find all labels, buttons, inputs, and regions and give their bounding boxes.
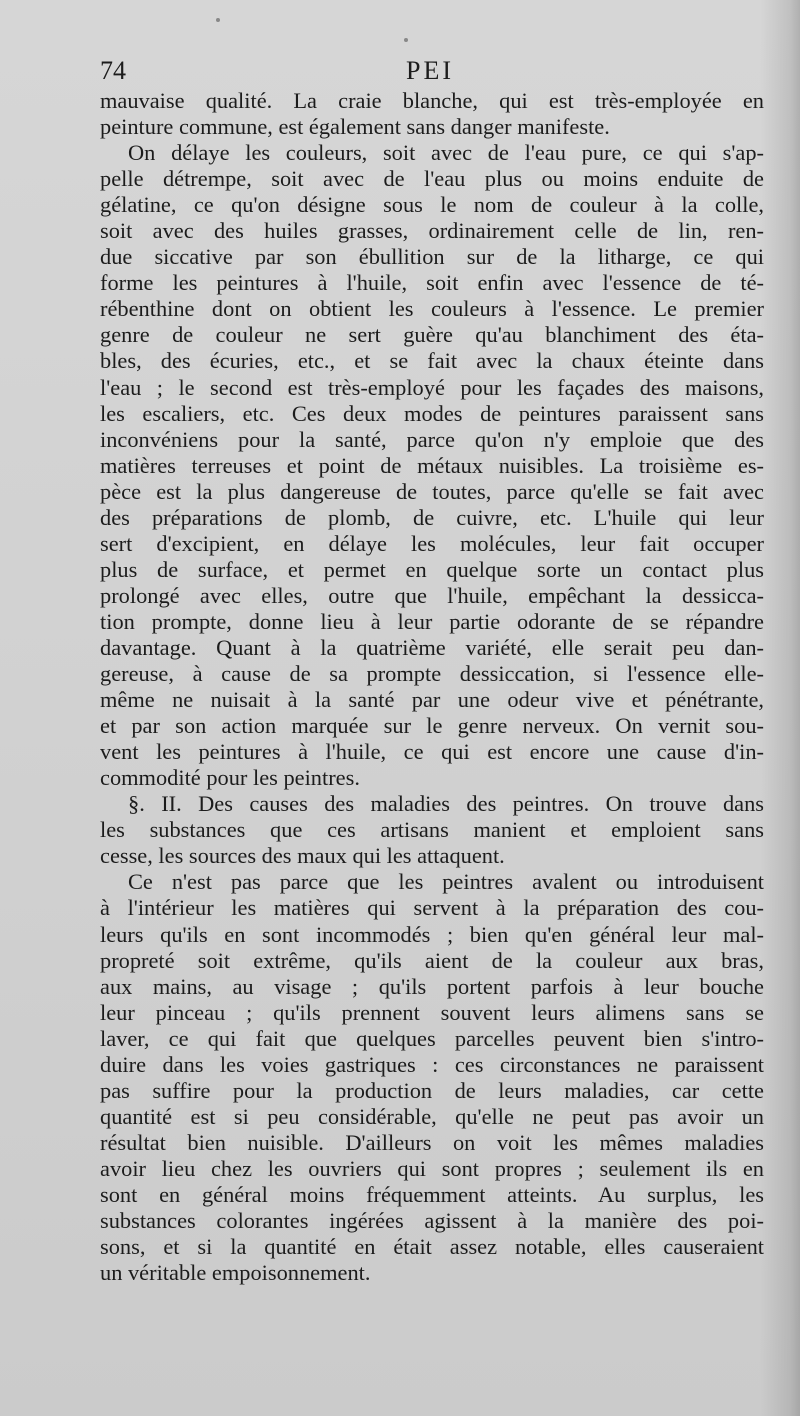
text-line: Ce n'est pas parce que les peintres avalent ou introduisent — [128, 869, 764, 895]
text-line: due siccative par son ébullition sur de la litharge, ce qui — [100, 244, 764, 270]
text-line: pas suffire pour la production de leurs maladies, car cette — [100, 1077, 764, 1103]
body-text — [100, 88, 764, 1286]
text-line: vent les peintures à l'huile, ce qui est encore une cause d'in- — [100, 739, 764, 765]
text-line: prolongé avec elles, outre que l'huile, empêchant la dessicca- — [100, 582, 764, 608]
text-line: plus de surface, et permet en quelque sorte un contact plus — [100, 556, 764, 582]
text-line: duire dans les voies gastriques : ces circonstances ne paraissent — [100, 1051, 764, 1077]
text-line: soit avec des huiles grasses, ordinairement celle de lin, ren- — [100, 218, 764, 244]
text-line: davantage. Quant à la quatrième variété, elle serait peu dan- — [100, 634, 764, 660]
text-line: résultat bien nuisible. D'ailleurs on voit les mêmes maladies — [100, 1129, 764, 1155]
text-line: mauvaise qualité. La craie blanche, qui est très-employée en — [100, 88, 764, 113]
page-speck — [216, 18, 220, 22]
text-line: un véritable empoisonnement. — [100, 1260, 371, 1286]
text-line: sont en général moins fréquemment atteints. Au surplus, les — [100, 1181, 764, 1207]
running-head: PEI — [406, 56, 454, 85]
page-number: 74 — [100, 56, 126, 85]
text-line: tion prompte, donne lieu à leur partie odorante de se répandre — [100, 608, 764, 634]
text-line: bles, des écuries, etc., et se fait avec la chaux éteinte dans — [100, 348, 764, 374]
page-header — [100, 56, 760, 88]
text-line: substances colorantes ingérées agissent à la manière des poi- — [100, 1208, 764, 1234]
text-line: et par son action marquée sur le genre nerveux. On vernit sou- — [100, 713, 764, 739]
text-line: sert d'excipient, en délaye les molécules, leur fait occuper — [100, 530, 764, 556]
text-line: commodité pour les peintres. — [100, 765, 360, 791]
text-line: les escaliers, etc. Ces deux modes de peintures paraissent sans — [100, 400, 764, 426]
text-line: rébenthine dont on obtient les couleurs à l'essence. Le premier — [100, 296, 764, 322]
text-line: sons, et si la quantité en était assez notable, elles causeraient — [100, 1234, 764, 1260]
text-line: propreté soit extrême, qu'ils aient de la couleur aux bras, — [100, 947, 764, 973]
text-line: gereuse, à cause de sa prompte dessiccation, si l'essence elle- — [100, 661, 764, 687]
text-line: pelle détrempe, soit avec de l'eau plus ou moins enduite de — [100, 166, 764, 192]
text-line: avoir lieu chez les ouvriers qui sont propres ; seulement ils en — [100, 1155, 764, 1181]
text-line: gélatine, ce qu'on désigne sous le nom de couleur à la colle, — [100, 192, 764, 218]
text-line: leurs qu'ils en sont incommodés ; bien qu'en général leur mal- — [100, 921, 764, 947]
text-line: leur pinceau ; qu'ils prennent souvent leurs alimens sans se — [100, 999, 764, 1025]
text-line: On délaye les couleurs, soit avec de l'eau pure, ce qui s'ap- — [128, 140, 764, 166]
text-line: les substances que ces artisans manient et emploient sans — [100, 817, 764, 843]
text-line: forme les peintures à l'huile, soit enfin avec l'essence de té- — [100, 270, 764, 296]
text-line: quantité est si peu considérable, qu'elle ne peut pas avoir un — [100, 1103, 764, 1129]
text-line: à l'intérieur les matières qui servent à la préparation des cou- — [100, 895, 764, 921]
text-line: matières terreuses et point de métaux nuisibles. La troisième es- — [100, 452, 764, 478]
text-line: inconvéniens pour la santé, parce qu'on n'y emploie que des — [100, 426, 764, 452]
text-line: laver, ce qui fait que quelques parcelles peuvent bien s'intro- — [100, 1025, 764, 1051]
text-line: aux mains, au visage ; qu'ils portent parfois à leur bouche — [100, 973, 764, 999]
text-line: l'eau ; le second est très-employé pour les façades des maisons, — [100, 374, 764, 400]
text-line: des préparations de plomb, de cuivre, etc. L'huile qui leur — [100, 504, 764, 530]
text-line: cesse, les sources des maux qui les attaquent. — [100, 843, 505, 869]
text-line: peinture commune, est également sans danger manifeste. — [100, 114, 610, 140]
text-line: pèce est la plus dangereuse de toutes, parce qu'elle se fait avec — [100, 478, 764, 504]
text-line: même ne nuisait à la santé par une odeur vive et pénétrante, — [100, 687, 764, 713]
page-speck — [404, 38, 408, 42]
text-line: §. II. Des causes des maladies des peintres. On trouve dans — [128, 791, 764, 817]
text-line: genre de couleur ne sert guère qu'au blanchiment des éta- — [100, 322, 764, 348]
